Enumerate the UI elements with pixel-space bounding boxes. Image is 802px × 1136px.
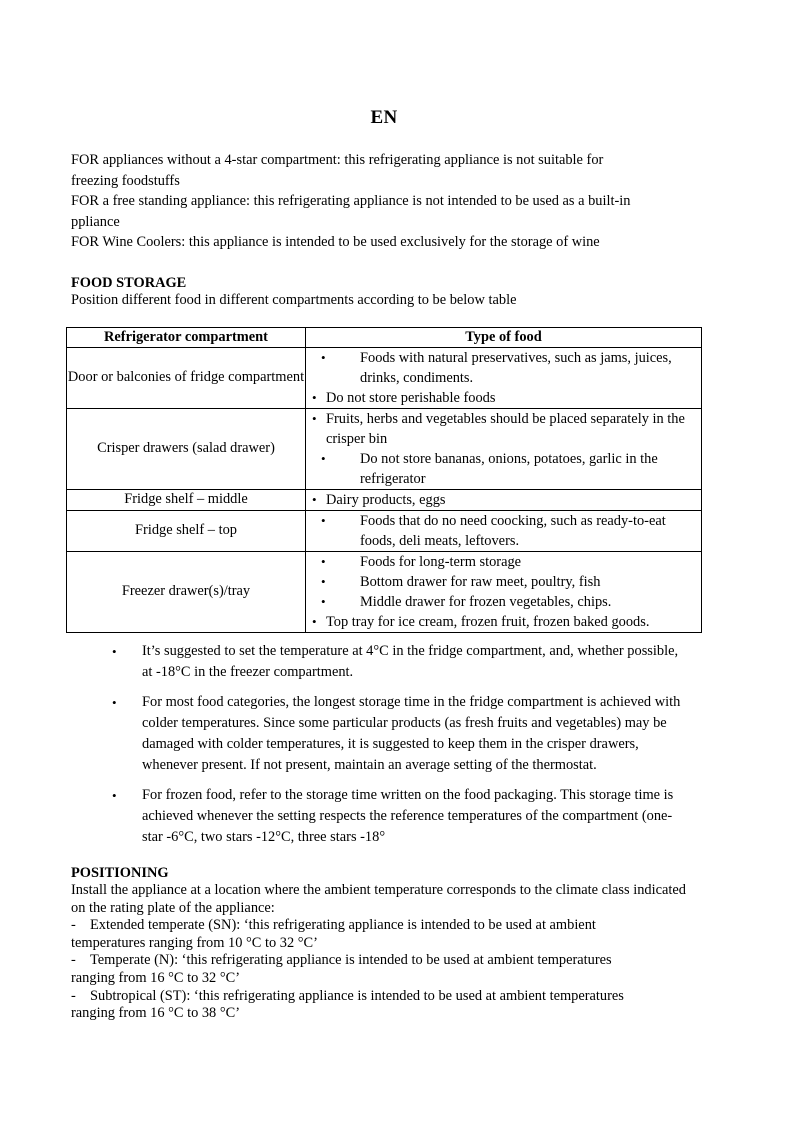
bullet-icon: • <box>321 451 326 466</box>
climate-class-list <box>71 917 691 1023</box>
page-title: EN <box>370 107 398 128</box>
list-item-label: Temperate (N): ‘this refrigerating appliance is intended to be used at ambient temperatures <box>90 952 612 969</box>
cell-compartment: Fridge shelf – middle <box>67 490 306 511</box>
food-storage-table <box>66 327 702 633</box>
bullet-icon: • <box>112 695 117 710</box>
cell-type-of-food <box>306 511 702 552</box>
cell-compartment: Fridge shelf – top <box>67 511 306 552</box>
bullet-icon: • <box>321 554 326 569</box>
food-list <box>306 552 701 632</box>
list-item-label: It’s suggested to set the temperature at 4°C in the fridge compartment, and, whether possible, at -18°C in the freezer compartment. <box>142 643 679 680</box>
list-item <box>306 449 701 489</box>
food-list <box>306 511 701 551</box>
food-list <box>306 348 701 408</box>
bullet-icon: • <box>321 513 326 528</box>
list-item-label: Middle drawer for frozen vegetables, chips. <box>360 594 612 610</box>
dash-icon: - <box>71 952 76 969</box>
table-row <box>67 490 702 511</box>
list-item-label: Foods that do no need coocking, such as ready-to-eat foods, deli meats, leftovers. <box>360 513 666 549</box>
list-item-continuation: ranging from 16 °C to 32 °C’ <box>71 969 240 986</box>
cell-compartment: Freezer drawer(s)/tray <box>67 552 306 633</box>
list-item-label: Foods with natural preservatives, such as jams, juices, drinks, condiments. <box>360 350 672 386</box>
cell-type-of-food <box>306 348 702 409</box>
food-storage-table-wrapper <box>66 327 702 633</box>
food-storage-subheading: Position different food in different compartments according to be below table <box>71 292 517 308</box>
list-item <box>306 592 701 612</box>
bullet-icon: • <box>312 411 317 426</box>
list-item <box>71 988 691 1023</box>
list-item-label: Fruits, herbs and vegetables should be placed separately in the crisper bin <box>326 411 685 447</box>
dash-icon: - <box>71 987 76 1004</box>
intro-block <box>71 150 671 253</box>
table-body <box>67 348 702 633</box>
bullet-icon: • <box>112 644 117 659</box>
bullet-icon: • <box>321 594 326 609</box>
list-item <box>306 409 701 449</box>
list-item-label: Subtropical (ST): ‘this refrigerating appliance is intended to be used at ambient temperatures <box>90 987 624 1004</box>
bullet-icon: • <box>312 492 317 507</box>
table-row <box>67 552 702 633</box>
list-item <box>306 511 701 551</box>
intro-line: freezing foodstuffs <box>71 172 180 189</box>
cell-type-of-food <box>306 552 702 633</box>
food-list <box>306 409 701 489</box>
list-item-label: Top tray for ice cream, frozen fruit, frozen baked goods. <box>326 614 650 630</box>
list-item-label: Do not store bananas, onions, potatoes, garlic in the refrigerator <box>360 451 658 487</box>
positioning-heading: POSITIONING <box>71 865 169 881</box>
food-storage-heading: FOOD STORAGE <box>71 275 187 291</box>
intro-line: FOR appliances without a 4-star compartment: this refrigerating appliance is not suitable for <box>71 152 604 168</box>
list-item <box>306 572 701 592</box>
storage-tips-block <box>66 641 686 857</box>
list-item <box>306 388 701 408</box>
bullet-icon: • <box>312 614 317 629</box>
list-item <box>306 490 701 510</box>
list-item-label: Foods for long-term storage <box>360 554 522 570</box>
positioning-section <box>71 865 691 1023</box>
food-storage-section-header <box>71 275 691 309</box>
intro-line: FOR Wine Coolers: this appliance is intended to be used exclusively for the storage of wine <box>71 234 600 250</box>
list-item <box>66 641 686 683</box>
list-item-label: Dairy products, eggs <box>326 492 446 508</box>
table-row <box>67 348 702 409</box>
column-header-type-of-food: Type of food <box>306 328 702 348</box>
cell-compartment: Door or balconies of fridge compartment <box>67 348 306 409</box>
list-item-label: Do not store perishable foods <box>326 390 496 406</box>
list-item-continuation: temperatures ranging from 10 °C to 32 °C’ <box>71 934 318 951</box>
list-item-label: Extended temperate (SN): ‘this refrigerating appliance is intended to be used at ambient <box>90 917 596 934</box>
list-item <box>66 785 686 848</box>
table-row <box>67 409 702 490</box>
list-item-label: Bottom drawer for raw meet, poultry, fish <box>360 574 601 590</box>
list-item <box>66 692 686 776</box>
list-item <box>306 612 701 632</box>
bullet-icon: • <box>321 574 326 589</box>
cell-type-of-food <box>306 490 702 511</box>
list-item <box>71 917 691 952</box>
cell-compartment: Crisper drawers (salad drawer) <box>67 409 306 490</box>
list-item <box>306 552 701 572</box>
food-list <box>306 490 701 510</box>
list-item <box>306 348 701 388</box>
bullet-icon: • <box>321 350 326 365</box>
table-header-row <box>67 328 702 348</box>
list-item <box>71 952 691 987</box>
table-row <box>67 511 702 552</box>
positioning-intro: Install the appliance at a location where the ambient temperature corresponds to the climate class indicated on the rating plate of the appliance: <box>71 882 686 916</box>
column-header-compartment: Refrigerator compartment <box>67 328 306 348</box>
list-item-label: For most food categories, the longest storage time in the fridge compartment is achieved with colder temperatures. Since some particular products (as fresh fruits and vegetables) may be damaged with colder temperatures, it is suggested to keep them in the crisper drawers, whenever present. If not present, maintain an average setting of the thermostat. <box>142 694 681 773</box>
cell-type-of-food <box>306 409 702 490</box>
bullet-icon: • <box>112 788 117 803</box>
dash-icon: - <box>71 917 76 934</box>
intro-line: ppliance <box>71 213 120 230</box>
storage-tips-list <box>66 641 686 848</box>
list-item-continuation: ranging from 16 °C to 38 °C’ <box>71 1005 240 1022</box>
list-item-label: For frozen food, refer to the storage time written on the food packaging. This storage time is achieved whenever the setting respects the reference temperatures of the compartment (one-star -6°C, two stars -12°C, three stars -18° <box>142 787 674 845</box>
bullet-icon: • <box>312 390 317 405</box>
intro-line: FOR a free standing appliance: this refrigerating appliance is not intended to be used as a built-in <box>71 193 631 209</box>
